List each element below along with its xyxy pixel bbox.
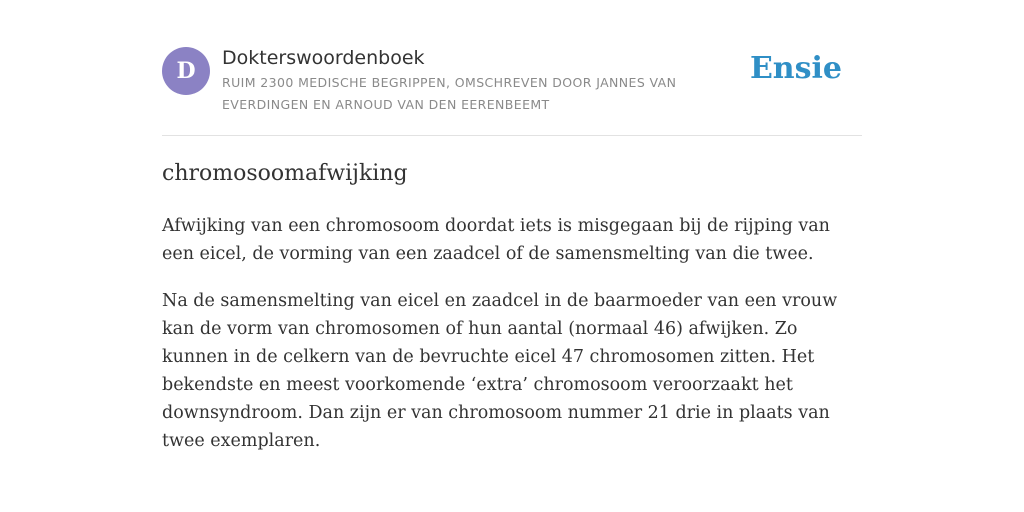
definition-body <box>162 212 862 474</box>
source-header <box>162 0 862 136</box>
definition-paragraph: Afwijking van een chromosoom doordat iets is misgegaan bij de rijping van een eicel, de vorming van een zaadcel of de samensmelting van die twee. <box>162 216 830 264</box>
ensie-logo[interactable]: Ensie <box>749 51 842 86</box>
source-name-link[interactable]: Dokterswoordenboek <box>222 47 425 69</box>
source-description: RUIM 2300 MEDISCHE BEGRIPPEN, OMSCHREVEN DOOR JANNES VAN EVERDINGEN EN ARNOUD VAN DEN EERENBEEMT <box>222 75 677 112</box>
source-avatar[interactable]: D <box>162 47 210 95</box>
definition-card <box>162 0 862 451</box>
term-title: chromosoomafwijking <box>162 161 408 186</box>
definition-paragraph: Na de samensmelting van eicel en zaadcel in de baarmoeder van een vrouw kan de vorm van chromosomen of hun aantal (normaal 46) afwijken. Zo kunnen in de celkern van de bevruchte eicel 47 chromosomen zitten. Het bekendste en meest voorkomende ‘extra’ chromosoom veroorzaakt het downsyndroom. Dan zijn er van chromosoom nummer 21 drie in plaats van twee exemplaren. <box>162 291 838 451</box>
